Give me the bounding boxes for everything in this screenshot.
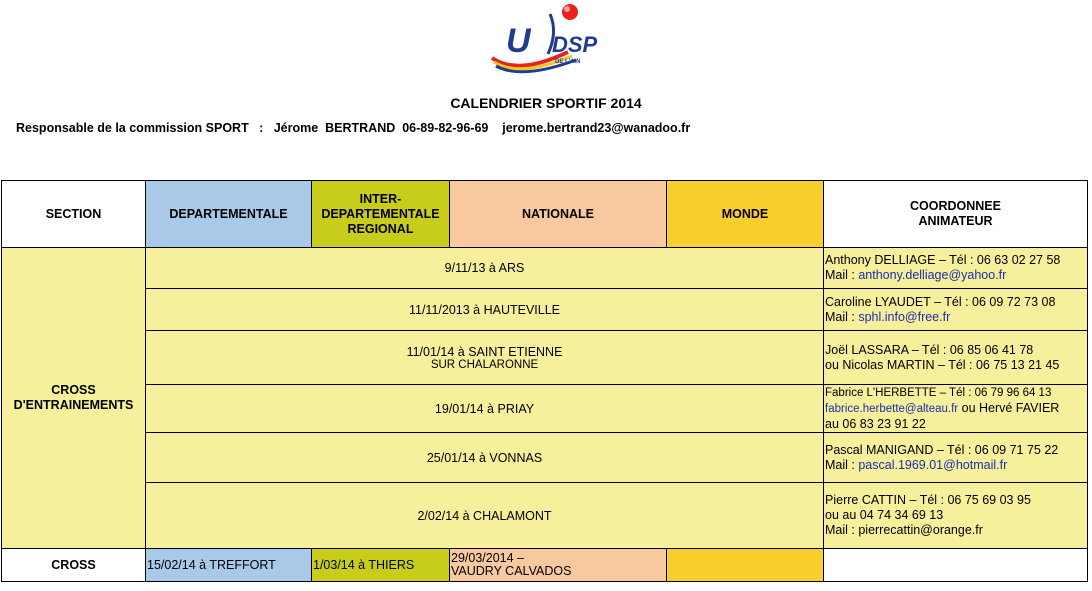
mail-link[interactable]: sphl.info@free.fr	[858, 309, 951, 324]
event-cell: 9/11/13 à ARS	[146, 248, 824, 289]
event-line2: SUR CHALARONNE	[430, 358, 539, 371]
contact-cell	[824, 331, 1088, 385]
calendar-table	[1, 180, 1088, 582]
header-monde: MONDE	[667, 181, 824, 248]
table-row	[2, 483, 1088, 549]
header-nationale: NATIONALE	[450, 181, 667, 248]
header-inter-line3: REGIONAL	[347, 221, 414, 236]
contact-cell	[824, 483, 1088, 549]
logo-sub: DE L'AIN	[555, 59, 581, 65]
event-line1: 11/01/14 à SAINT ETIENNE	[406, 344, 563, 359]
contact-line: Caroline LYAUDET – Tél : 06 09 72 73 08	[825, 294, 1056, 309]
cross-nationale-line1: 29/03/2014 –	[451, 551, 524, 565]
mail-prefix: Mail :	[825, 309, 859, 324]
event-cell: 2/02/14 à CHALAMONT	[146, 483, 824, 549]
section-cross: CROSS	[2, 549, 146, 582]
header-inter	[312, 181, 450, 248]
header-coord-line1: COORDONNEE	[910, 199, 1001, 213]
mail-link[interactable]: pascal.1969.01@hotmail.fr	[858, 457, 1008, 472]
header-coord-line2: ANIMATEUR	[918, 214, 993, 228]
header-section: SECTION	[2, 181, 146, 248]
table-row	[2, 248, 1088, 289]
contact-cell	[824, 385, 1088, 433]
mail-link[interactable]: fabrice.herbette@alteau.fr	[825, 402, 959, 415]
header-inter-line1: INTER-	[359, 191, 402, 206]
cross-nationale	[450, 549, 667, 582]
contact-cell	[824, 248, 1088, 289]
contact-line: ou Nicolas MARTIN – Tél : 06 75 13 21 45	[825, 357, 1060, 372]
header-departementale: DEPARTEMENTALE	[146, 181, 312, 248]
contact-mid: ou Hervé FAVIER	[958, 400, 1060, 415]
contact-line: Joël LASSARA – Tél : 06 85 06 41 78	[825, 342, 1034, 357]
contact-line: ou au 04 74 34 69 13	[825, 508, 944, 522]
event-cell: 19/01/14 à PRIAY	[146, 385, 824, 433]
table-row	[2, 385, 1088, 433]
mail-prefix: Mail :	[825, 457, 859, 472]
logo-letter-u: U	[506, 22, 531, 60]
cross-monde	[667, 549, 824, 582]
event-cell: 11/11/2013 à HAUTEVILLE	[146, 289, 824, 331]
table-row	[2, 289, 1088, 331]
event-cell: 25/01/14 à VONNAS	[146, 433, 824, 483]
contact-line: Pierre CATTIN – Tél : 06 75 69 03 95	[825, 493, 1031, 507]
table-row	[2, 433, 1088, 483]
contact-line: Fabrice L'HERBETTE – Tél : 06 79 96 64 13	[825, 386, 1052, 399]
section-label-line1: CROSS	[51, 383, 96, 397]
cross-coord	[824, 549, 1088, 582]
page-title: CALENDRIER SPORTIF 2014	[450, 95, 642, 111]
table-row	[2, 331, 1088, 385]
contact-mail-line	[825, 310, 1087, 325]
contact-mail-line	[825, 268, 1087, 283]
header-row	[2, 181, 1088, 248]
contact-cell	[824, 433, 1088, 483]
table-row-cross	[2, 549, 1088, 582]
contact-line: Pascal MANIGAND – Tél : 06 09 71 75 22	[825, 442, 1059, 457]
logo-dsp: DSP	[552, 32, 598, 57]
cross-nationale-line2: VAUDRY CALVADOS	[451, 564, 572, 578]
usdsp-logo	[488, 2, 613, 74]
responsable-line: Responsable de la commission SPORT : Jérome BERTRAND 06-89-82-96-69 jerome.bertrand23@wanadoo.fr	[16, 121, 691, 135]
header-coordonnee	[824, 181, 1088, 248]
mail-link[interactable]: anthony.delliage@yahoo.fr	[858, 268, 1007, 282]
contact-mail-line	[825, 401, 1087, 417]
logo-graphic	[488, 2, 613, 74]
section-cross-entrainements	[2, 248, 146, 549]
contact-line: au 06 83 23 91 22	[825, 416, 926, 431]
cross-inter: 1/03/14 à THIERS	[312, 549, 450, 582]
contact-mail-line	[825, 458, 1087, 473]
contact-cell	[824, 289, 1088, 331]
cross-departementale: 15/02/14 à TREFFORT	[146, 549, 312, 582]
mail-prefix: Mail :	[825, 268, 859, 282]
contact-line: Mail : pierrecattin@orange.fr	[825, 523, 983, 537]
event-cell	[146, 331, 824, 385]
section-label-line2: D'ENTRAINEMENTS	[13, 398, 134, 412]
header-inter-line2: DEPARTEMENTALE	[321, 206, 440, 221]
contact-line: Anthony DELLIAGE – Tél : 06 63 02 27 58	[825, 253, 1061, 267]
